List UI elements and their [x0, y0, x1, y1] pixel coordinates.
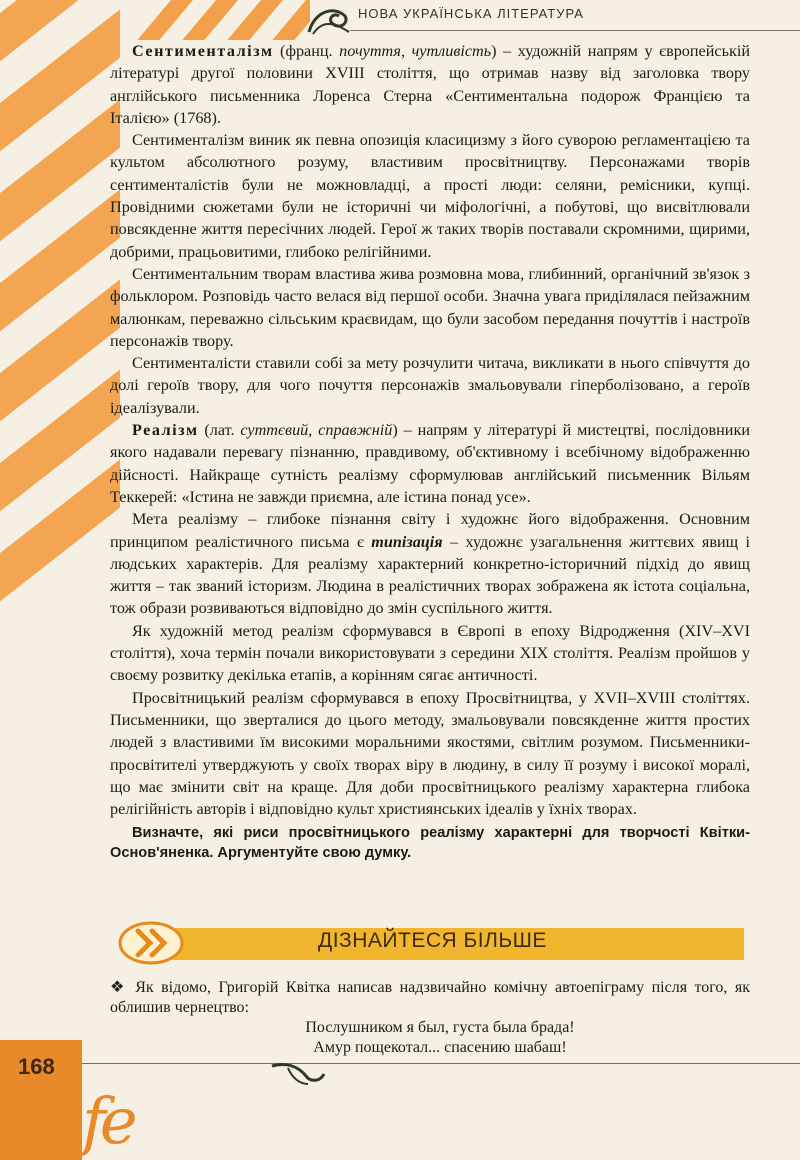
- paragraph-realism-definition: Реалізм (лат. суттєвий, справжній) – напрям у літературі й мистецтві, послідовники якого надавали перевагу пізнанню, правдивому, об'єктивному і всебічному відображенню дійсності. Найкраще сутність реалізму сформулював англійський письменник Вільям Теккерей: «Істина не завжди приємна, але істина понад усе».: [110, 421, 750, 506]
- verse-line: Амур пощекотал... спасению шабаш!: [313, 1039, 567, 1056]
- paragraph-2: Сентименталізм виник як певна опозиція класицизму з його суворою регламентацією та культом абсолютного розуму, властивим просвітництву. Персонажами творів сентименталістів були не можновладці, а прості люди: селяни, ремісники, купці. Провідними сюжетами були не історичні чи міфологічні, а побутові, що висвітлювали повсякденне життя пересічних людей. Герої ж таких творів поставали скромними, щирими, добрими, працьовитими, глибоко релігійними.: [110, 131, 750, 261]
- banner-title: ДІЗНАЙТЕСЯ БІЛЬШЕ: [318, 929, 547, 952]
- corner-logo: fe: [82, 1085, 132, 1159]
- paragraph-7: Як художній метод реалізм сформувався в Європі в епоху Відродження (XIV–XVI століття), хоча термін почали використовувати з середини XIX століття. Реалізм пройшов у своєму розвитку декілька етапів, а корінням сягає античності.: [110, 621, 750, 685]
- paragraph-6: Мета реалізму – глибоке пізнання світу і художнє його відображення. Основним принципом реалістичного письма є типізація – художнє узагальнення життєвих явищ і людських характерів. Для реалізму характерний конкретно-історичний підхід до явищ життя – так званий історизм. Людина в реалістичних творах зображена як істота соціальна, тож образи розвиваються відповідно до змін суспільного життя.: [110, 510, 750, 618]
- paragraph-sentimentalism-definition: Сентименталізм (франц. почуття, чутливість) – художній напрям у європейській літературі другої половини XVIII століття, що отримав назву від заголовка твору англійського письменника Лоренса Стерна «Сентиментальна подорож Францією та Італією» (1768).: [110, 42, 750, 127]
- verse-line: Послушником я был, густа была брада!: [305, 1019, 575, 1036]
- top-stripes-decoration: [120, 0, 310, 40]
- task-question: Визначте, які риси просвітницького реалізму характерні для творчості Квітки-Основ'яненка. Аргументуйте свою думку.: [110, 825, 750, 862]
- main-text: [110, 40, 750, 863]
- paragraph-4: Сентименталісти ставили собі за мету розчулити читача, викликати в нього співчуття до долі героїв твору, для чого почуття персонажів змальовували гіперболізовано, а героїв ідеалізували.: [110, 354, 750, 417]
- header-divider: [350, 30, 800, 31]
- double-chevron-icon: [118, 921, 184, 965]
- footer-ornament-icon: [268, 1054, 328, 1088]
- page-number: 168: [18, 1054, 55, 1079]
- bullet-icon: ❖: [110, 979, 128, 996]
- term-realism: Реалізм: [132, 421, 199, 440]
- term-typization: типізація: [371, 532, 443, 551]
- learn-more-banner: [108, 920, 748, 966]
- paragraph-8: Просвітницький реалізм сформувався в епоху Просвітництва, у XVII–XVIII століттях. Письменники, що зверталися до цього методу, змальовували повсякденне життя простих людей з властивими їм високими моральними якостями, світлим розумом. Письменники-просвітителі утверджують у своїх творах віру в людину, в силу її розуму і високої моралі, що має змінити світ на краще. Для доби просвітницького реалізму характерна глибока релігійність авторів і відповідно культ християнських ідеалів у їхніх творах.: [110, 688, 750, 819]
- header-ornament-icon: [305, 2, 351, 38]
- header-title: НОВА УКРАЇНСЬКА ЛІТЕРАТУРА: [358, 6, 584, 21]
- learn-more-text: ❖ Як відомо, Григорій Квітка написав надзвичайно комічну автоепіграму після того, як облишив чернецтво: Послушником я был, густа была брада! Амур пощекотал... спасению шабаш!: [110, 979, 751, 1056]
- paragraph-3: Сентиментальним творам властива жива розмовна мова, глибинний, органічний зв'язок з фольклором. Розповідь часто велася від першої особи. Значна увага приділялася пейзажним малюнкам, переважно сільським краєвидам, що були засобом передання почуттів і настроїв персонажів твору.: [110, 264, 750, 350]
- footer-divider: [82, 1063, 800, 1064]
- term-sentimentalism: Сентименталізм: [132, 42, 274, 60]
- left-stripes-decoration: [0, 0, 120, 640]
